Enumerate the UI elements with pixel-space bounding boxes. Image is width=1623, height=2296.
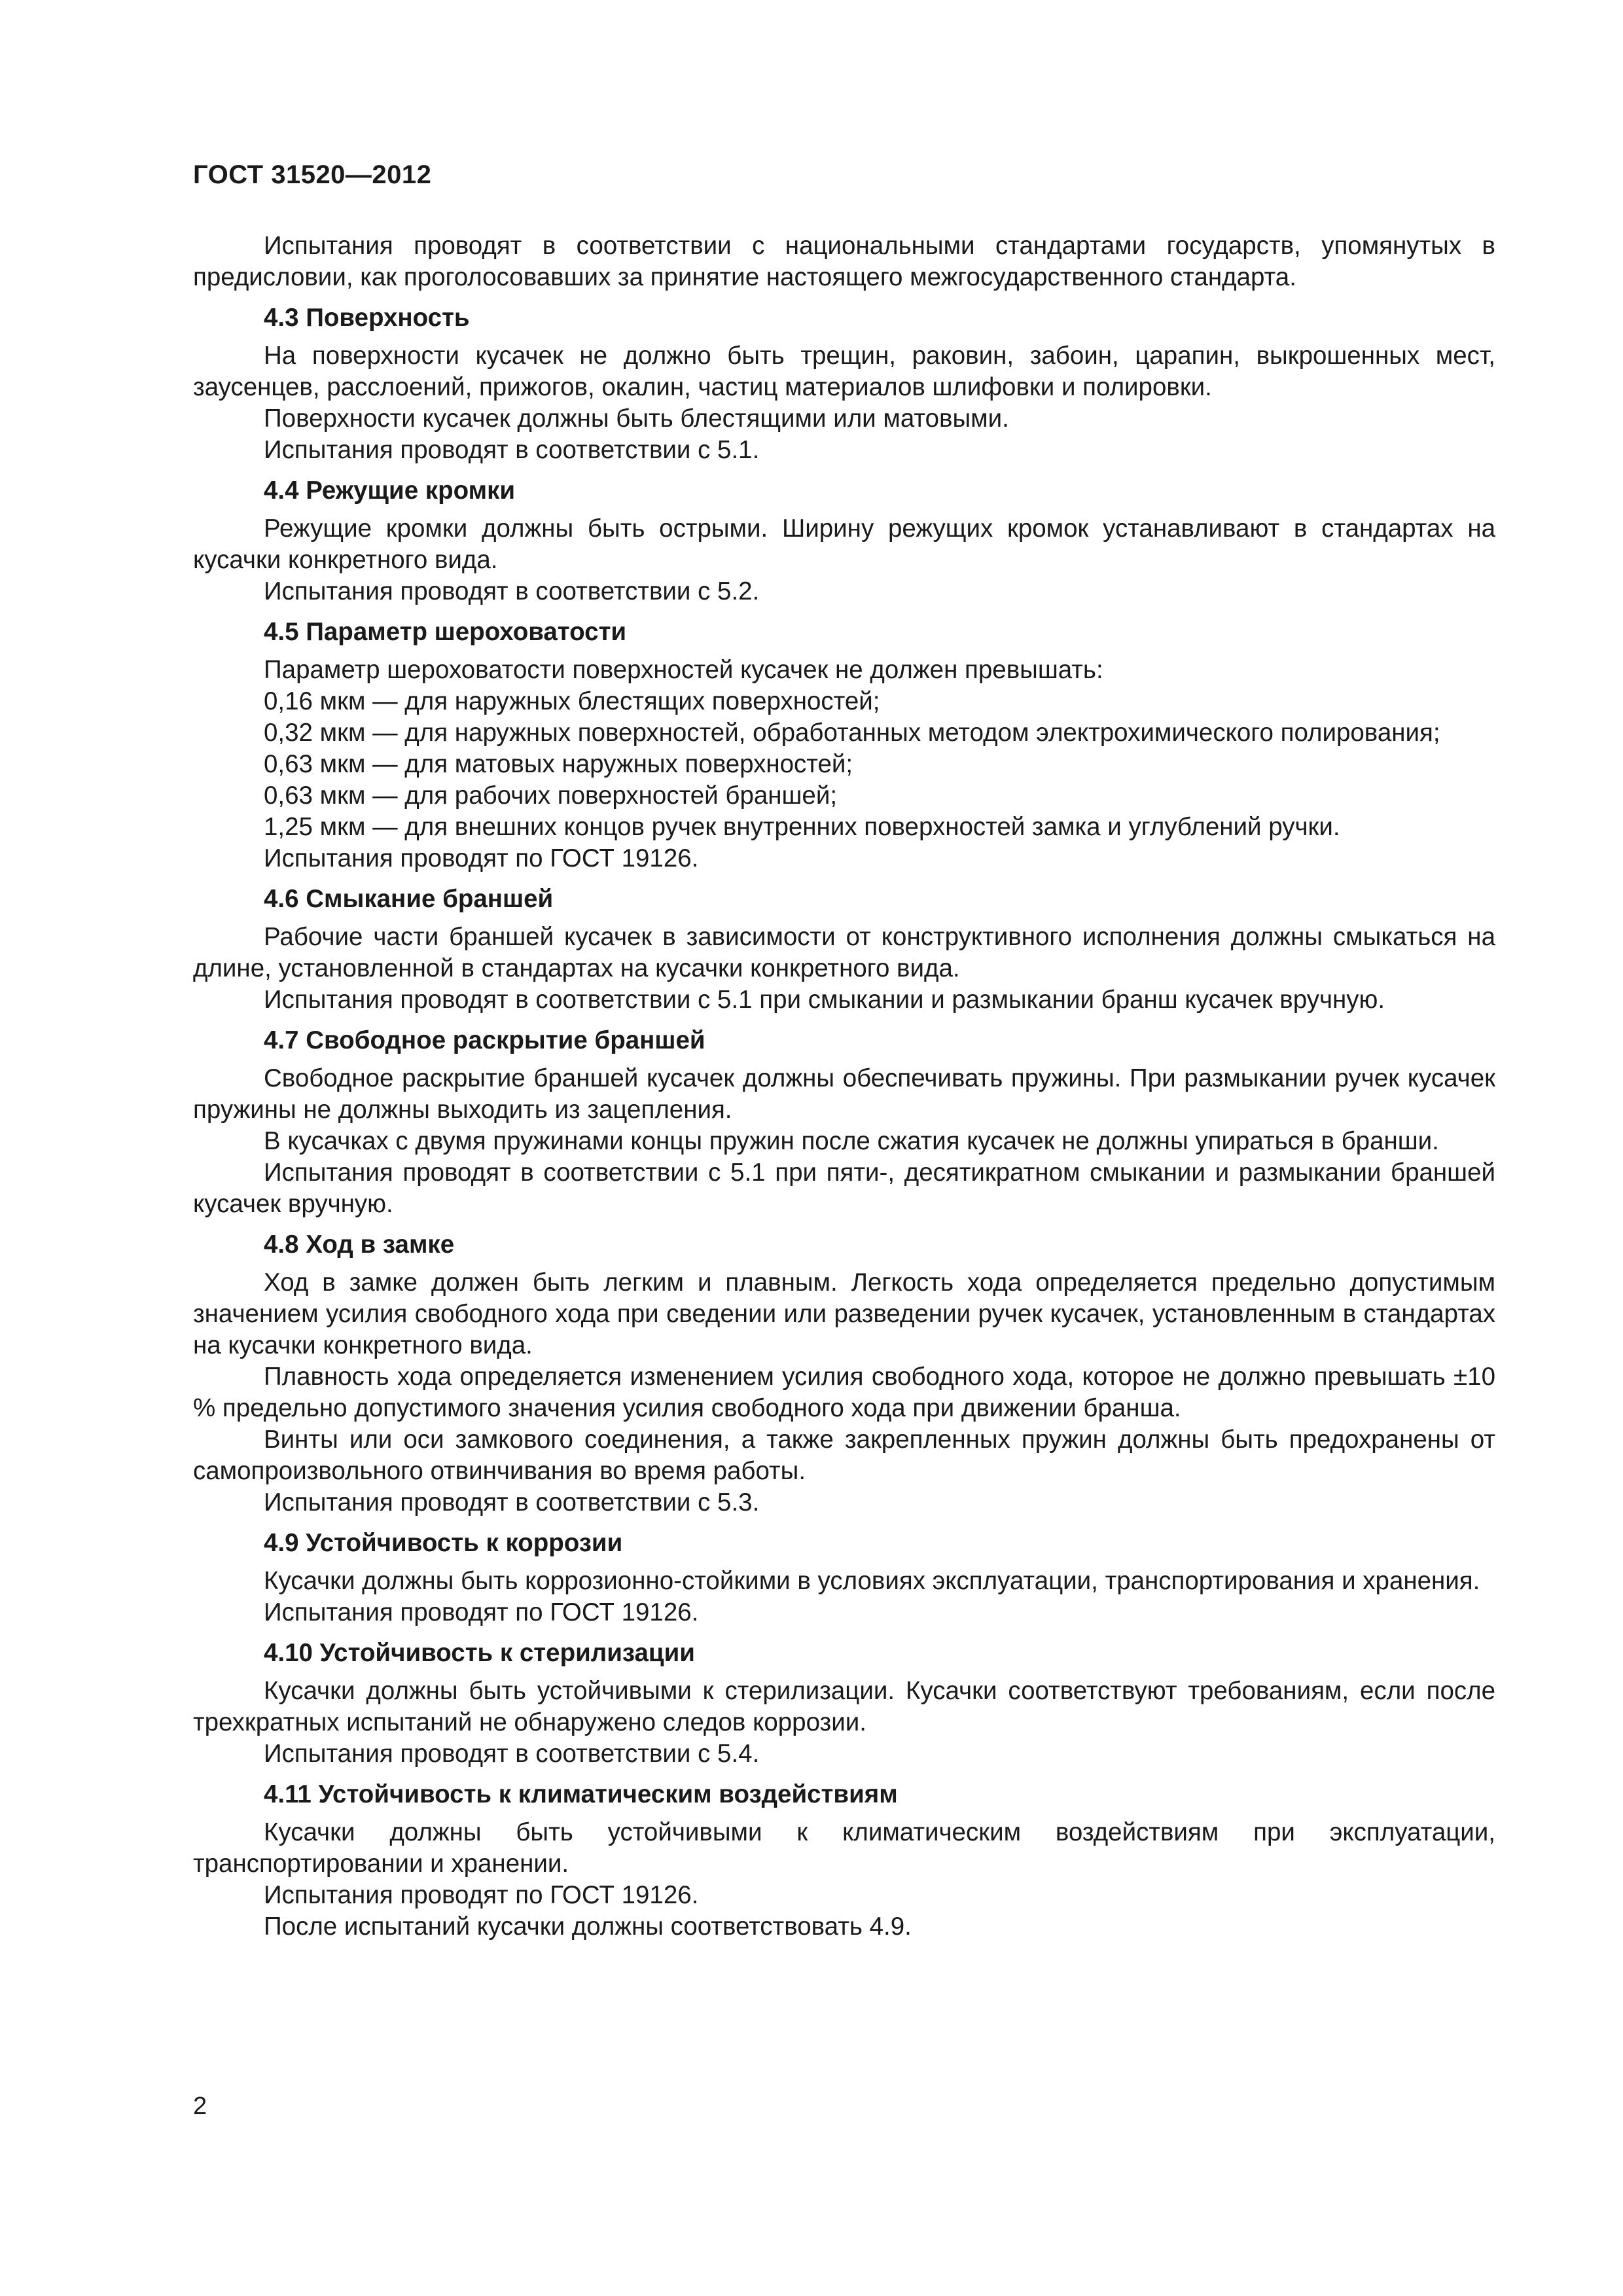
paragraph: Ход в замке должен быть легким и плавным. Легкость хода определяется предельно допустимым значением усилия свободного хода при сведении или разведении ручек кусачек, установленным в стандартах на кусачки конкретного вида. <box>193 1268 1495 1359</box>
paragraph: Поверхности кусачек должны быть блестящими или матовыми. <box>264 404 1009 433</box>
section-heading: 4.4 Режущие кромки <box>264 476 516 505</box>
section-heading: 4.7 Свободное раскрытие браншей <box>264 1026 705 1054</box>
paragraph: Кусачки должны быть устойчивыми к климатическим воздействиям при эксплуатации, транспортировании и хранении. <box>193 1818 1495 1878</box>
paragraph: На поверхности кусачек не должно быть трещин, раковин, забоин, царапин, выкрошенных мест, заусенцев, расслоений, прижогов, окалин, частиц материалов шлифовки и полировки. <box>193 342 1495 401</box>
section-4-9 <box>193 1528 1495 1628</box>
section-4-7 <box>193 1025 1495 1220</box>
paragraph: Плавность хода определяется изменением усилия свободного хода, которое не должно превышать ±10 % предельно допустимого значения усилия свободного хода при движении бранша. <box>193 1363 1495 1422</box>
list-item: 0,16 мкм — для наружных блестящих поверхностей; <box>264 687 880 715</box>
paragraph: Кусачки должны быть устойчивыми к стерилизации. Кусачки соответствуют требованиям, если после трехкратных испытаний не обнаружено следов коррозии. <box>193 1677 1495 1736</box>
section-heading: 4.5 Параметр шероховатости <box>264 618 627 646</box>
paragraph: Испытания проводят в соответствии с 5.2. <box>264 577 760 605</box>
section-heading: 4.9 Устойчивость к коррозии <box>264 1529 623 1557</box>
paragraph: Параметр шероховатости поверхностей кусачек не должен превышать: <box>264 656 1103 684</box>
paragraph: Испытания проводят по ГОСТ 19126. <box>264 1598 699 1626</box>
paragraph: Винты или оси замкового соединения, а также закрепленных пружин должны быть предохранены от самопроизвольного отвинчивания во время работы. <box>193 1426 1495 1485</box>
section-heading: 4.6 Смыкание браншей <box>264 885 554 913</box>
section-heading: 4.11 Устойчивость к климатическим воздействиям <box>264 1780 898 1808</box>
section-heading: 4.3 Поверхность <box>264 304 470 332</box>
intro-paragraph: Испытания проводят в соответствии с национальными стандартами государств, упомянутых в предисловии, как проголосовавших за принятие настоящего межгосударственного стандарта. <box>193 232 1495 291</box>
section-4-5 <box>193 617 1495 874</box>
paragraph: Испытания проводят в соответствии с 5.3. <box>264 1488 760 1516</box>
section-4-10 <box>193 1638 1495 1770</box>
document-body <box>193 230 1495 1943</box>
paragraph: Испытания проводят в соответствии с 5.4. <box>264 1740 760 1768</box>
paragraph: После испытаний кусачки должны соответствовать 4.9. <box>264 1912 912 1941</box>
paragraph: Испытания проводят по ГОСТ 19126. <box>264 1881 699 1909</box>
section-heading: 4.10 Устойчивость к стерилизации <box>264 1639 695 1667</box>
document-header-id: ГОСТ 31520—2012 <box>193 160 432 189</box>
list-item: 1,25 мкм — для внешних концов ручек внутренних поверхностей замка и углублений ручки. <box>264 813 1340 841</box>
paragraph: Испытания проводят в соответствии с 5.1 при смыкании и размыкании бранш кусачек вручную. <box>264 986 1385 1014</box>
section-heading: 4.8 Ход в замке <box>264 1230 455 1259</box>
paragraph: В кусачках с двумя пружинами концы пружин после сжатия кусачек не должны упираться в бранши. <box>264 1127 1439 1155</box>
paragraph: Испытания проводят в соответствии с 5.1 при пяти-, десятикратном смыкании и размыкании браншей кусачек вручную. <box>193 1158 1495 1218</box>
paragraph: Режущие кромки должны быть острыми. Ширину режущих кромок устанавливают в стандартах на кусачки конкретного вида. <box>193 514 1495 574</box>
section-4-6 <box>193 884 1495 1016</box>
section-4-11 <box>193 1779 1495 1943</box>
page-number: 2 <box>193 2092 207 2120</box>
paragraph: Испытания проводят в соответствии с 5.1. <box>264 436 760 464</box>
paragraph: Кусачки должны быть коррозионно-стойкими в условиях эксплуатации, транспортирования и хранения. <box>264 1567 1480 1595</box>
list-item: 0,63 мкм — для рабочих поверхностей браншей; <box>264 781 838 810</box>
paragraph: Рабочие части браншей кусачек в зависимости от конструктивного исполнения должны смыкаться на длине, установленной в стандартах на кусачки конкретного вида. <box>193 923 1495 982</box>
list-item: 0,32 мкм — для наружных поверхностей, обработанных методом электрохимического полирования; <box>264 719 1440 747</box>
list-item: 0,63 мкм — для матовых наружных поверхностей; <box>264 750 853 778</box>
section-4-4 <box>193 475 1495 607</box>
paragraph: Свободное раскрытие браншей кусачек должны обеспечивать пружины. При размыкании ручек кусачек пружины не должны выходить из зацепления. <box>193 1064 1495 1124</box>
section-4-3 <box>193 302 1495 466</box>
section-4-8 <box>193 1229 1495 1518</box>
paragraph: Испытания проводят по ГОСТ 19126. <box>264 844 699 872</box>
